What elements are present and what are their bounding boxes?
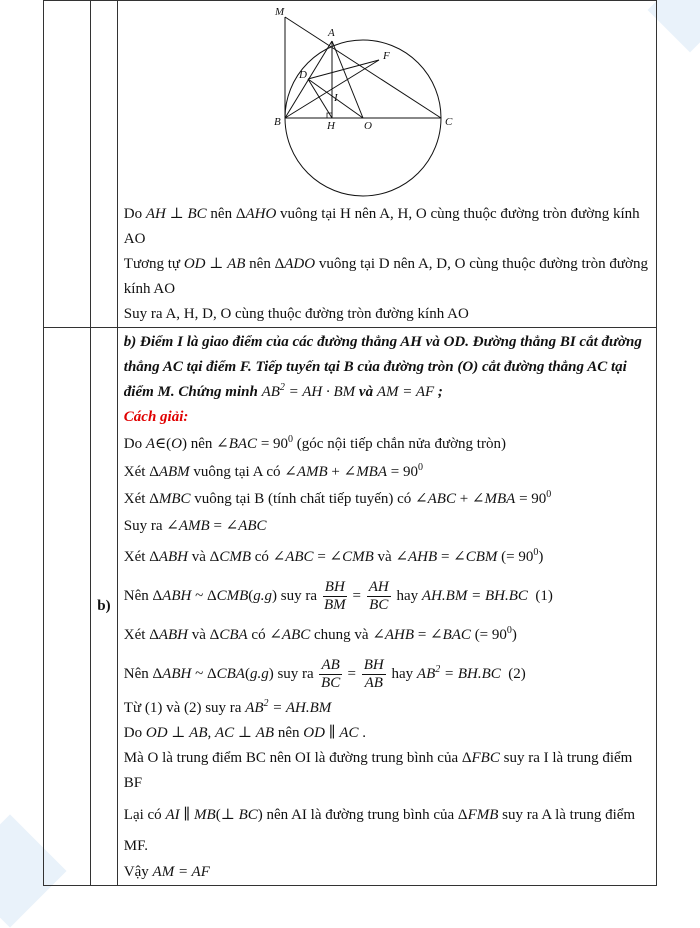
solution-heading: Cách giải: xyxy=(123,409,189,425)
solution-line: Vậy AM = AF xyxy=(123,864,210,880)
label-f: F xyxy=(382,50,390,62)
solution-line: Xét ΔMBC vuông tại B (tính chất tiếp tuyến) có ∠ABC + ∠MBA = $90^0$ xyxy=(123,489,552,507)
fraction: $\frac{BH}{AB}$ xyxy=(363,657,384,692)
solution-line: Từ (1) và (2) suy ra $AB^2 = AH.BM$ xyxy=(123,698,332,716)
part-a-line: Tương tự OD ⊥ AB nên ΔADO vuông tại D nên A, D, O cùng thuộc đường tròn đường xyxy=(123,256,648,272)
fraction: $\frac{AB}{BC}$ xyxy=(321,657,341,692)
solution-line: MF. xyxy=(123,838,149,854)
row-part-a xyxy=(44,1,657,328)
fraction: $\frac{BH}{BM}$ xyxy=(323,579,346,614)
part-b-label: b) xyxy=(91,328,118,886)
problem-line: thẳng AC tại điểm F. Tiếp tuyến tại B của đường tròn (O) cắt đường thẳng AC tại xyxy=(123,359,627,375)
part-a-line: Do AH ⊥ BC nên ΔAHO vuông tại H nên A, H, O cùng thuộc đường tròn đường kính xyxy=(123,206,640,222)
part-a-line: kính AO xyxy=(123,281,176,297)
part-a-content xyxy=(117,1,656,328)
label-o: O xyxy=(363,120,372,132)
label-b: B xyxy=(273,116,281,128)
solution-line: Suy ra ∠AMB = ∠ABC xyxy=(123,518,267,534)
solution-line: Mà O là trung điểm BC nên OI là đường trung bình của ΔFBC suy ra I là trung điểm xyxy=(123,750,633,766)
solution-line: Xét ΔABH và ΔCMB có ∠ABC = ∠CMB và ∠AHB = ∠CBM (= $90^0$) xyxy=(123,547,544,565)
part-a-line: Suy ra A, H, D, O cùng thuộc đường tròn đường kính AO xyxy=(123,306,469,322)
part-a-line: AO xyxy=(123,231,146,247)
geometry-figure xyxy=(124,1,644,197)
solution-line: Nên ΔABH ~ ΔCMB(g.g) suy ra $\frac{BH}{BM}$ = $\frac{AH}{BC}$ hay AH.BM = BH.BC (1) xyxy=(123,579,553,614)
solution-line: Lại có AI ∥ MB(⊥ BC) nên AI là đường trung bình của ΔFMB suy ra A là trung điểm xyxy=(123,807,636,823)
label-a: A xyxy=(327,27,335,39)
solution-line: Nên ΔABH ~ ΔCBA(g.g) suy ra $\frac{AB}{BC}$ = $\frac{BH}{AB}$ hay $AB^2 = BH.BC$ (2) xyxy=(123,657,526,692)
solution-line: BF xyxy=(123,775,143,791)
label-d: D xyxy=(298,69,307,81)
label-h: H xyxy=(326,120,335,132)
solution-line: Do OD ⊥ AB, AC ⊥ AB nên OD ∥ AC . xyxy=(123,725,367,741)
label-c: C xyxy=(444,116,453,128)
line-dh xyxy=(308,79,332,118)
label-i: I xyxy=(333,92,338,104)
row-part-b xyxy=(44,328,657,886)
problem-line: b) Điểm I là giao điểm của các đường thẳng AH và OD. Đường thẳng BI cắt đường xyxy=(123,334,642,350)
solution-line: Xét ΔABM vuông tại A có ∠AMB + ∠MBA = $90^0$ xyxy=(123,462,423,480)
problem-line: điểm M. Chứng minh $AB^2$ = AH · BM và AM = AF ; xyxy=(123,382,443,400)
part-b-content xyxy=(117,328,656,886)
label-m: M xyxy=(274,6,284,18)
solution-line: Xét ΔABH và ΔCBA có ∠ABC chung và ∠AHB = ∠BAC (= $90^0$) xyxy=(123,625,517,643)
line-mc xyxy=(285,17,441,118)
solution-table xyxy=(43,0,657,886)
fraction: $\frac{AH}{BC}$ xyxy=(368,579,389,614)
solution-line: Do A∈(O) nên ∠BAC = $90^0$ (góc nội tiếp chắn nửa đường tròn) xyxy=(123,434,506,452)
